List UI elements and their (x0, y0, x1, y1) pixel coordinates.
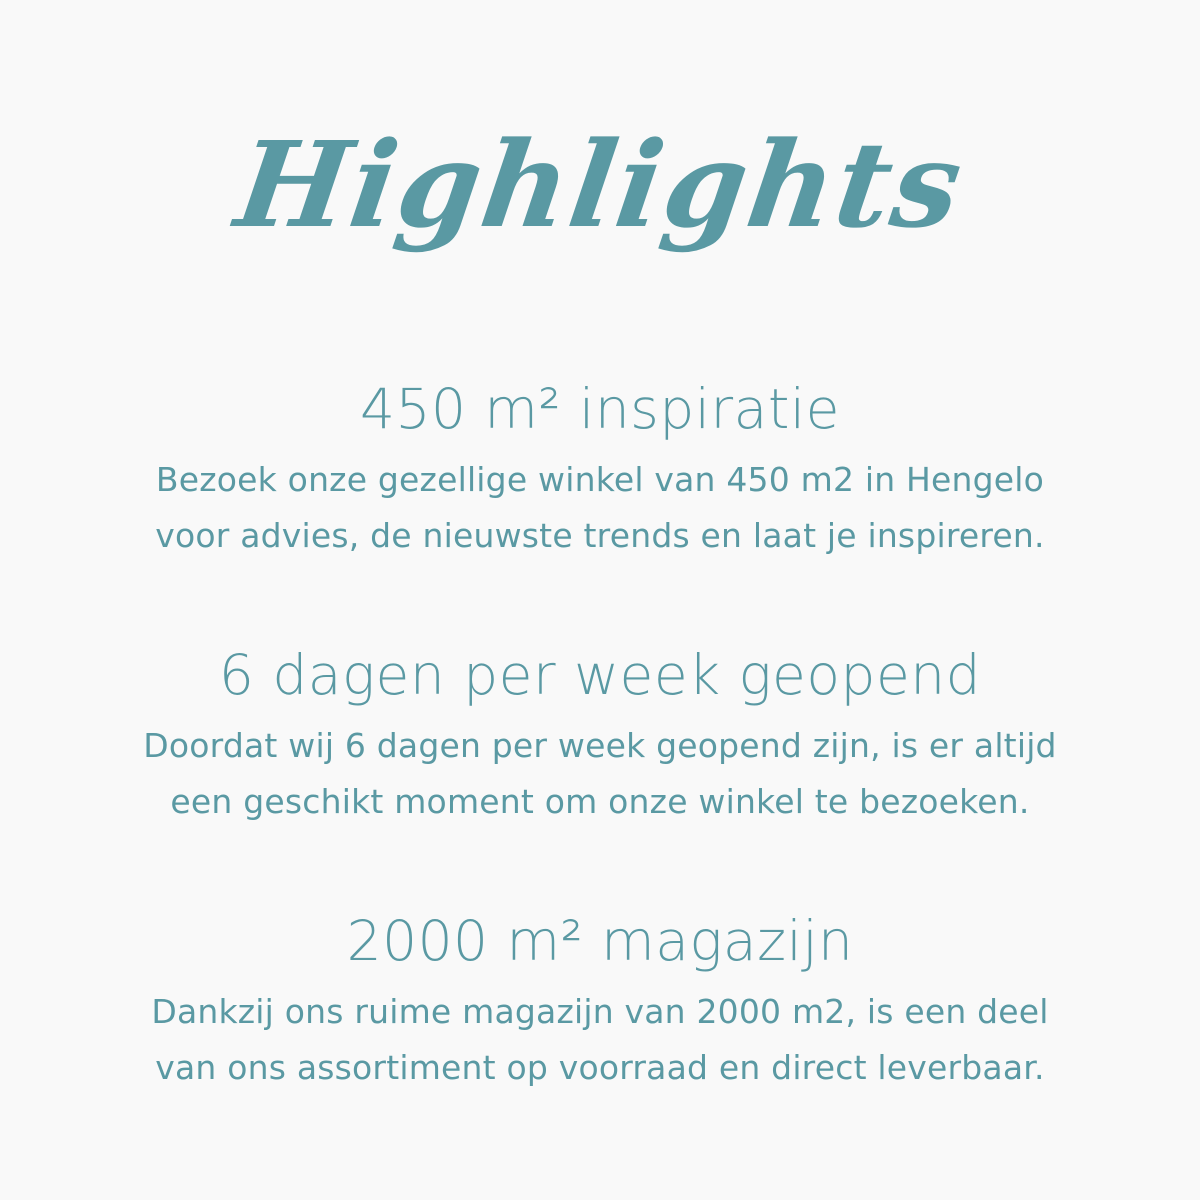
description-line: Dankzij ons ruime magazijn van 2000 m2, is een deel (151, 992, 1049, 1031)
highlight-section-warehouse (0, 906, 1200, 1096)
description-line: een geschikt moment om onze winkel te bezoeken. (170, 782, 1030, 821)
description-line: van ons assortiment op voorraad en direct leverbaar. (155, 1048, 1045, 1087)
section-description (70, 452, 1130, 564)
description-line: Doordat wij 6 dagen per week geopend zijn, is er altijd (143, 726, 1057, 765)
page-title: Highlights (228, 115, 972, 254)
section-heading: 6 dagen per week geopend (218, 643, 982, 707)
description-line: voor advies, de nieuwste trends en laat je inspireren. (155, 516, 1045, 555)
highlight-section-opening-days (0, 640, 1200, 830)
section-heading: 2000 m² magazijn (346, 909, 854, 973)
highlight-section-showroom (0, 374, 1200, 564)
description-line: Bezoek onze gezellige winkel van 450 m2 in Hengelo (155, 460, 1045, 499)
section-description (70, 718, 1130, 830)
section-heading: 450 m² inspiratie (359, 377, 841, 441)
section-description (70, 984, 1130, 1096)
